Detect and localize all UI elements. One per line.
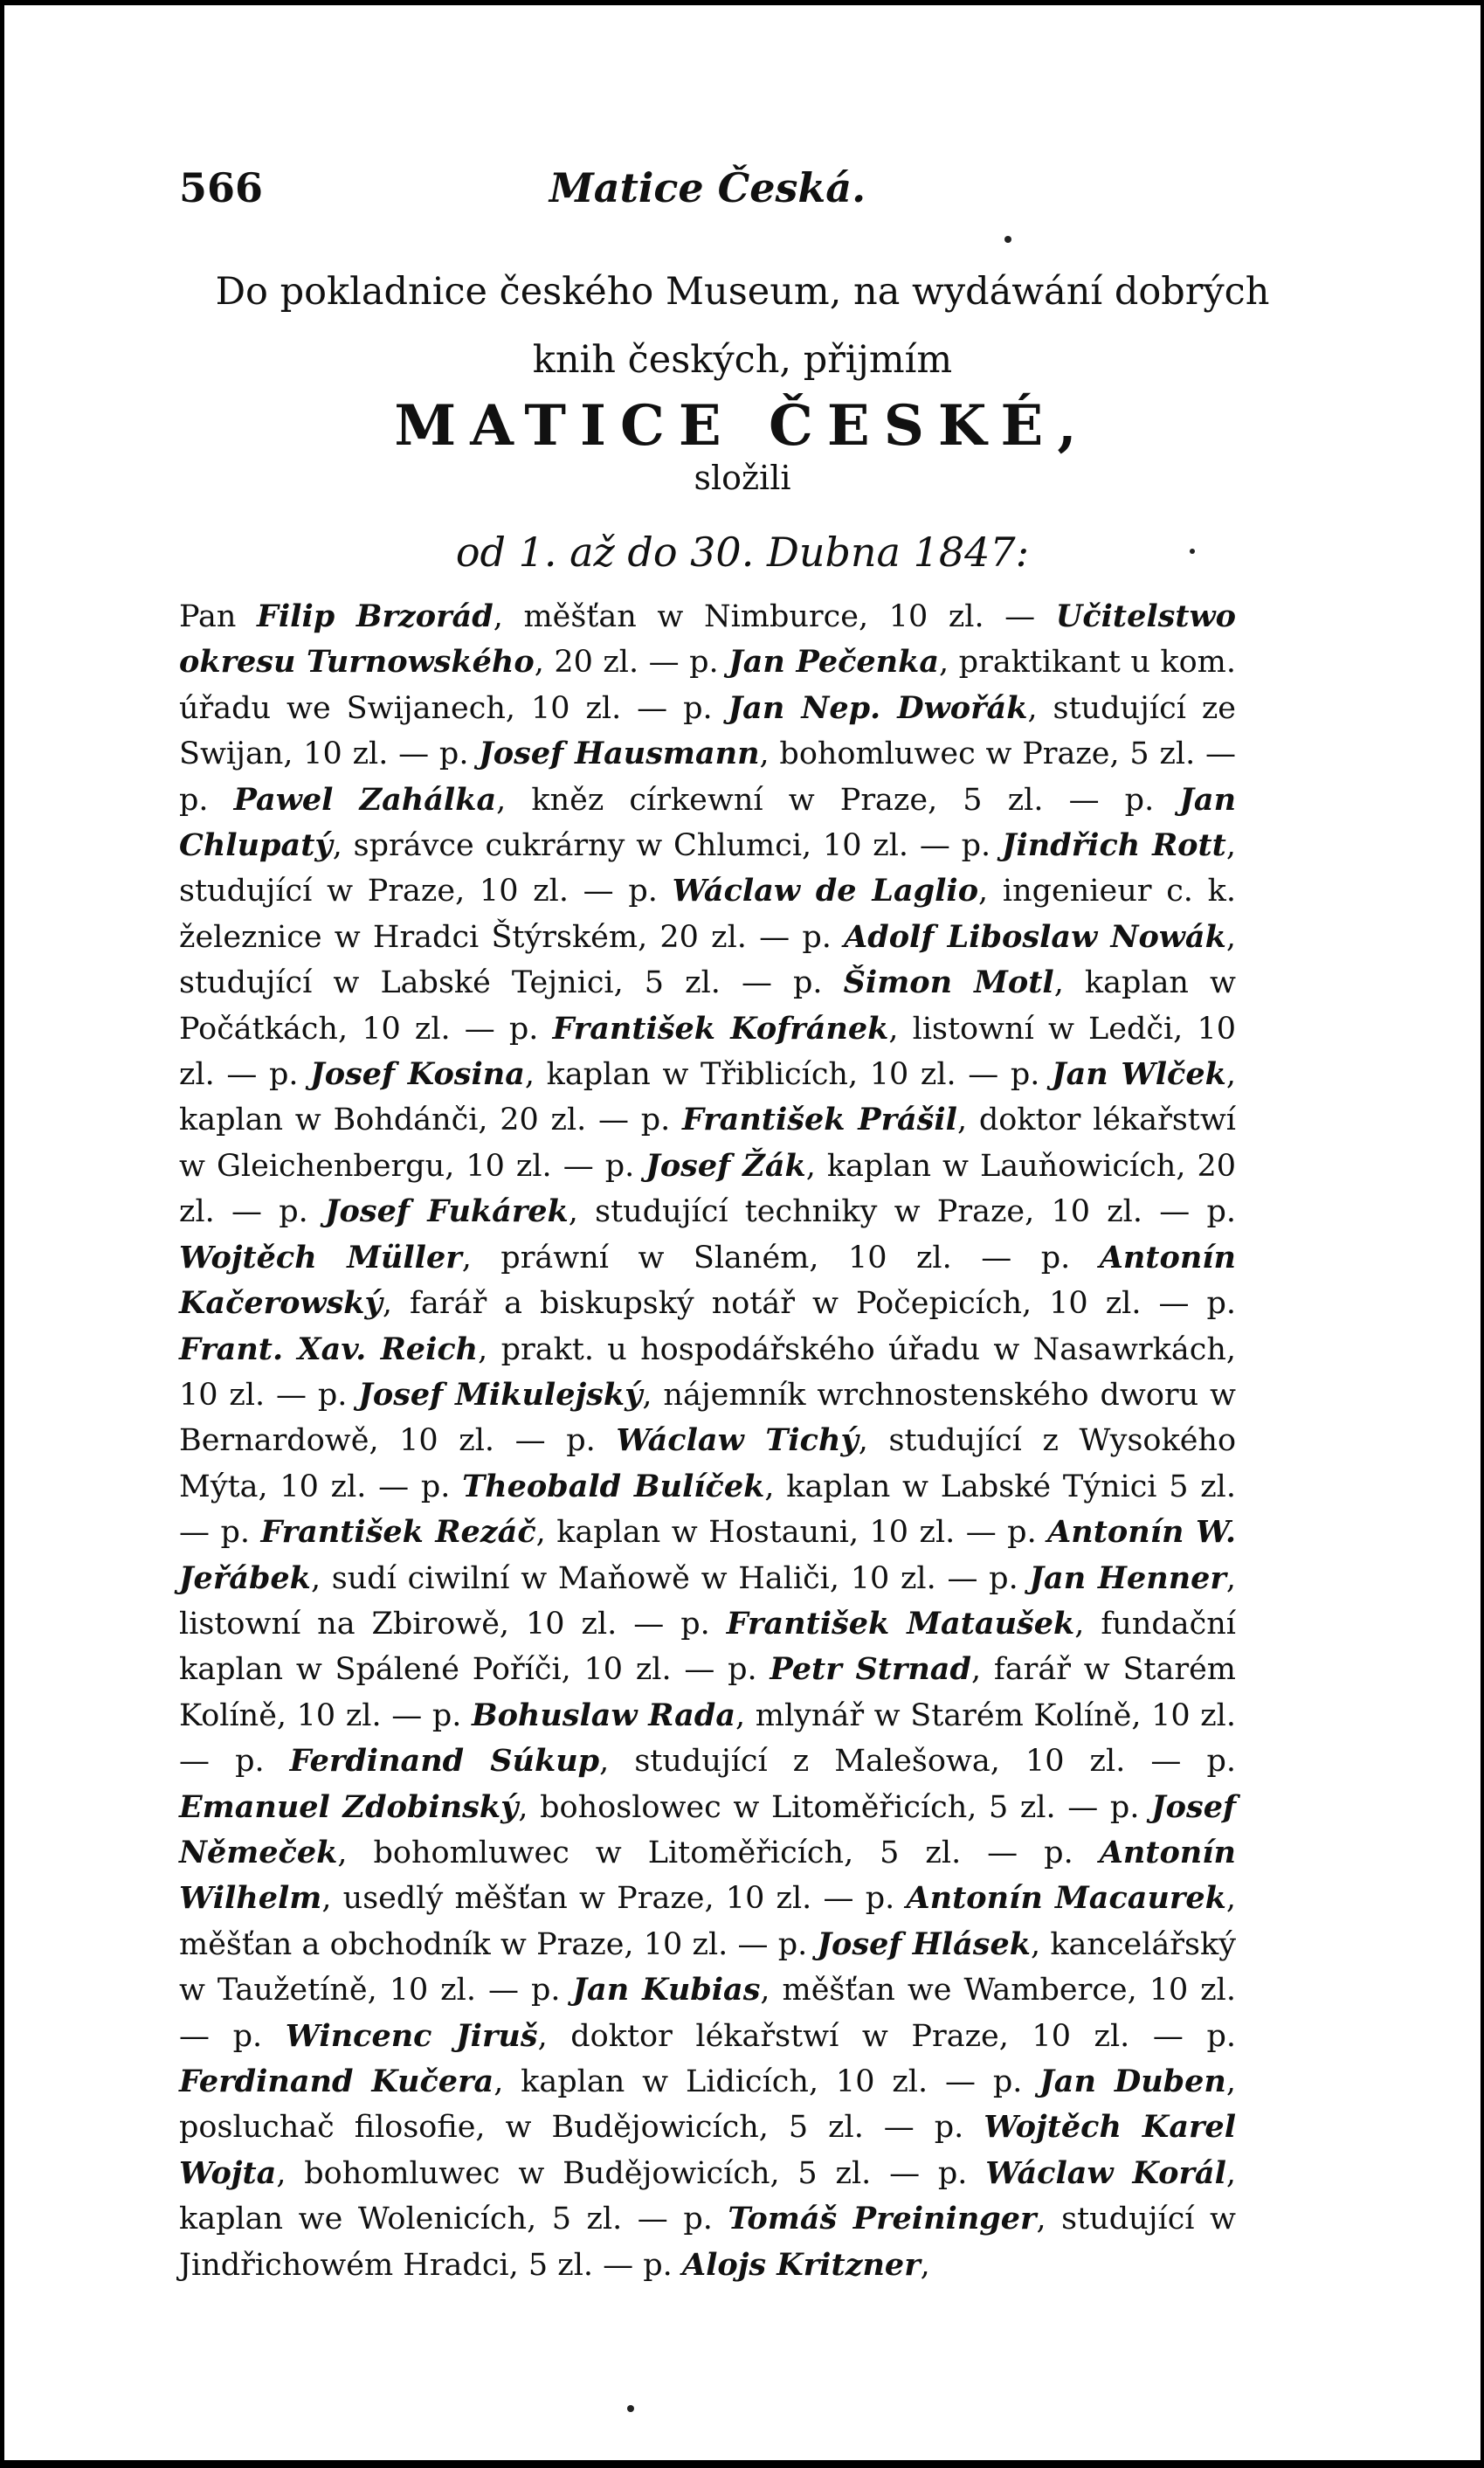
contributor-entry [234,783,1180,818]
contributor-details: , správce cukrárny w Chlumci, 10 zl. — p. [332,828,1002,864]
contributor-details: , kněz církewní w Praze, 5 zl. — p. [496,782,1180,818]
contributor-name: Šimon Motl [843,964,1054,1001]
contributor-name: Petr Strnad [770,1651,971,1688]
contributor-name: Antonín Wilhelm [179,1834,1236,1917]
contributor-entry [179,1241,1100,1275]
contributor-name: Josef Fukárek [325,1193,569,1230]
contributor-details: , kancelářský w Taužetíně, 10 zl. — p. [179,1926,1236,2008]
contributor-name: Jan Duben [1039,2064,1226,2099]
contributor-details: , kaplan w Lidicích, 10 zl. — p. [494,2064,1040,2099]
contributor-details: , studující w Jindřichowém Hradci, 5 zl. — p. [179,2202,1236,2283]
contributor-details: , bohomluwec w Praze, 5 zl. — p. [179,736,1237,818]
contributor-name: Antonín Macaurek [906,1880,1226,1917]
contributor-name: Jan Kubias [572,1972,761,2008]
contributor-name: Wincenc Jiruš [285,2017,538,2054]
contributor-name: Filip Brzorád [257,598,494,634]
contributor-name: Wáclaw Korál [985,2154,1226,2191]
contributor-details: , farář w Starém Kolíně, 10 zl. — p. [179,1652,1236,1733]
intro-text [175,258,1310,394]
contributor-name: Emanuel Zdobinský [179,1788,519,1825]
contributor-name: Josef Žák [645,1147,806,1184]
contributor-list [179,594,1236,2288]
contributor-details: , fundační kaplan w Spálené Poříči, 10 zl. — p. [179,1606,1236,1688]
print-speck [1190,549,1195,554]
contributor-details: , 20 zl. — p. [534,645,729,681]
contributor-details: , kaplan we Wolenicích, 5 zl. — p. [179,2155,1237,2237]
contributor-entry [179,599,1056,634]
contributor-name: Jan Nep. Dwořák [728,689,1028,726]
contributor-name: Jindřich Rott [1001,827,1226,864]
contributor-entry [179,2064,1039,2099]
date-range: od 1. až do 30. Dubna 1847: [455,529,1030,576]
print-speck [627,2405,634,2412]
contributor-details: , bohomluwec w Budějowicích, 5 zl. — p. [276,2155,986,2191]
contributor-details: , studující z Wysokého Mýta, 10 zl. — p. [179,1423,1237,1504]
contributor-details: , studující w Praze, 10 zl. — p. [179,828,1236,909]
contributor-name: Jan Henner [1029,1559,1226,1596]
contributor-details: , studující w Labské Tejnici, 5 zl. — p. [179,919,1237,1001]
section-heading: MATICE ČESKÉ, [394,393,1091,459]
contributor-details: , posluchač filosofie, w Budějowicích, 5 zl. — p. [179,2064,1236,2146]
print-speck [1004,236,1011,243]
contributor-entry [310,1057,1052,1092]
contributor-name: Josef Hausmann [479,736,760,772]
contributor-entry [325,1194,1236,1229]
contributor-name: František Prášil [681,1102,957,1138]
contributor-details: , listowní w Ledči, 10 zl. — p. [179,1011,1236,1093]
contributor-details: , kaplan w Třiblicích, 10 zl. — p. [524,1057,1053,1093]
contributor-details: , kaplan w Počátkách, 10 zl. — p. [179,965,1236,1047]
contributor-details: , studující ze Swijan, 10 zl. — p. [179,690,1236,772]
contributor-details: , studující z Malešowa, 10 zl. — p. [599,1744,1236,1780]
intro-line-1: Do pokladnice českého Museum, na wydáwání dobrých [215,270,1270,314]
contributor-name: Jan Chlupatý [179,781,1237,864]
contributor-details: , usedlý měšťan w Praze, 10 zl. — p. [321,1881,907,1917]
contributor-name: Ferdinand Kučera [179,2064,494,2099]
contributor-details: , kaplan w Hostauni, 10 zl. — p. [535,1515,1048,1551]
entry-prefix: Pan [179,599,257,634]
contributor-name: Josef Hlásek [817,1925,1031,1962]
contributor-details: , sudí ciwilní w Maňowě w Haliči, 10 zl. — p. [310,1560,1030,1596]
contributor-entry [682,2248,930,2283]
contributor-name: František Rezáč [260,1514,536,1551]
contributor-name: Josef Kosina [310,1056,525,1093]
contributor-name: Jan Pečenka [728,644,940,681]
contributor-details: , doktor lékařstwí w Praze, 10 zl. — p. [537,2018,1236,2054]
page-header [179,164,1236,225]
contributor-details: , práwní w Slaném, 10 zl. — p. [461,1240,1100,1275]
contributor-details: , nájemník wrchnostenského dworu w Bernardowě, 10 zl. — p. [179,1377,1237,1459]
contributor-details: , farář a biskupský notář w Počepicích, 10 zl. — p. [382,1286,1236,1322]
contributor-name: Wojtěch Müller [179,1239,462,1275]
contributor-name: Ferdinand Súkup [289,1743,600,1780]
contributor-entry [179,1790,1151,1825]
contributor-name: Tomáš Preininger [728,2201,1037,2237]
contributor-name: Bohuslaw Rada [471,1697,736,1733]
contributor-entry [286,2019,1236,2054]
contributor-name: Antonín W. Jeřábek [179,1514,1237,1596]
contributor-name: Wojtěch Karel Wojta [179,2109,1236,2191]
contributor-details: , [920,2247,930,2283]
contributor-details: , mlynář w Starém Kolíně, 10 zl. — p. [179,1697,1236,1780]
contributor-name: Theobald Bulíček [462,1468,765,1504]
contributor-entry [260,1515,1047,1550]
contributor-name: Učitelstwo okresu Turnowského [179,598,1237,681]
contributor-name: František Kofránek [552,1010,889,1047]
intro-line-2: knih českých, přijmím [532,338,953,382]
contributor-name: Antonín Kačerowský [179,1239,1237,1322]
contributor-details: , listowní na Zbirowě, 10 zl. — p. [179,1560,1237,1642]
contributor-name: Alojs Kritzner [681,2246,921,2283]
contributor-name: Adolf Liboslaw Nowák [844,918,1226,955]
contributor-name: Wáclaw Tichý [616,1422,859,1459]
contributor-name: Wáclaw de Laglio [672,873,979,909]
page-number: 566 [179,164,264,211]
contributor-details: , bohoslowec w Litoměřicích, 5 zl. — p. [518,1789,1152,1825]
contributor-details: , praktikant u kom. úřadu we Swijanech, 10 zl. — p. [179,645,1236,726]
subheading: složili [694,459,791,497]
contributor-name: Pawel Zahálka [233,781,497,818]
contributor-details: , prakt. u hospodářského úřadu w Nasawrkách, 10 zl. — p. [179,1331,1236,1413]
contributor-name: Josef Mikulejský [358,1376,643,1413]
contributor-name: Jan Wlček [1052,1056,1226,1093]
contributor-name: Josef Němeček [179,1788,1237,1870]
contributor-details: , doktor lékařstwí w Gleichenbergu, 10 zl. — p. [179,1103,1236,1184]
contributor-details: , kaplan w Bohdánči, 20 zl. — p. [179,1057,1236,1138]
contributor-details: , studující techniky w Praze, 10 zl. — p. [568,1194,1236,1230]
contributor-details: , měšťan a obchodník w Praze, 10 zl. — p. [179,1881,1236,1962]
running-title: Matice Česká. [549,164,866,211]
contributor-entry [290,1744,1236,1779]
contributor-details: , kaplan w Lauňowicích, 20 zl. — p. [179,1148,1237,1230]
contributor-name: Frant. Xav. Reich [179,1331,479,1367]
contributor-name: František Mataušek [726,1605,1075,1642]
contributor-details: , bohomluwec w Litoměřicích, 5 zl. — p. [337,1835,1100,1870]
contributor-details: , ingenieur c. k. železnice w Hradci Štýrském, 20 zl. — p. [179,874,1236,955]
contributor-details: , měšťan w Nimburce, 10 zl. — [493,599,1056,634]
contributor-details: , kaplan w Labské Týnici 5 zl. — p. [179,1469,1236,1551]
contributor-details: , měšťan we Wamberce, 10 zl. — p. [179,1973,1236,2054]
